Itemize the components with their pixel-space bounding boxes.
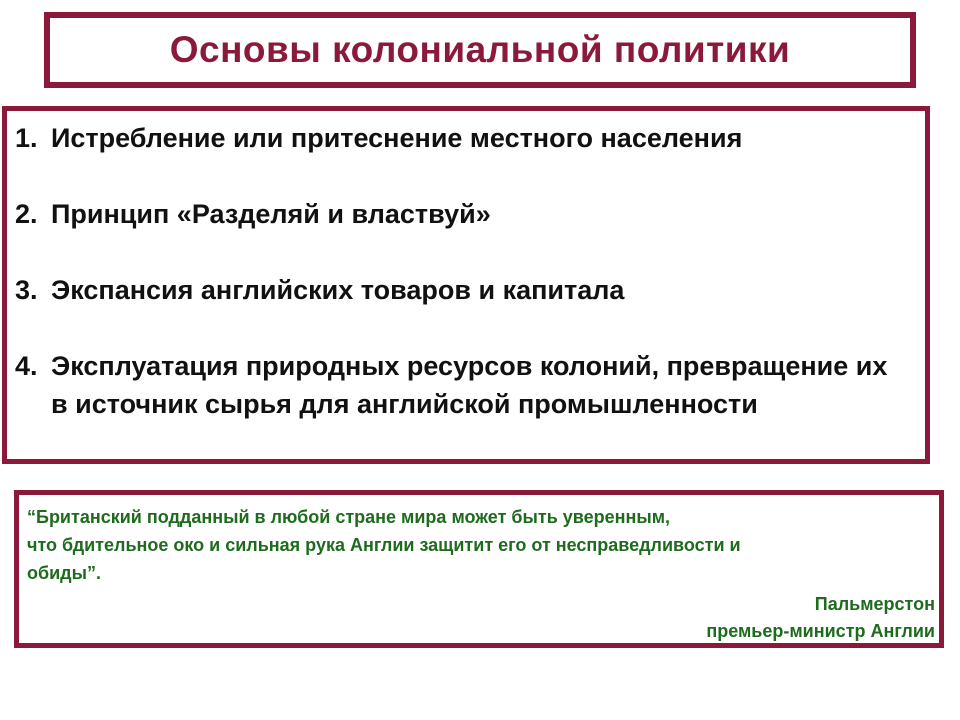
- list-item-text: Эксплуатация природных ресурсов колоний, превращение их в источник сырья для английской промышленности: [51, 351, 888, 419]
- list-item-text: Экспансия английских товаров и капитала: [51, 275, 625, 305]
- list-item-number: 4.: [15, 351, 38, 381]
- list-item-text: Истребление или притеснение местного населения: [51, 123, 743, 153]
- quote-text: [27, 503, 907, 587]
- list-item-number: 3.: [15, 275, 38, 305]
- quote-line: обиды”.: [27, 563, 101, 583]
- principles-box: [2, 106, 930, 464]
- quote-box: [14, 490, 944, 648]
- list-item: [15, 271, 895, 309]
- list-item: [15, 195, 895, 233]
- list-item-number: 1.: [15, 123, 38, 153]
- quote-line: что бдительное око и сильная рука Англии защитит его от несправедливости и: [27, 535, 741, 555]
- list-item: [15, 347, 895, 423]
- list-item-number: 2.: [15, 199, 38, 229]
- title-box: [44, 12, 916, 88]
- slide-title: Основы колониальной политики: [169, 29, 791, 70]
- quote-author: Пальмерстон: [814, 594, 935, 614]
- list-item-text: Принцип «Разделяй и властвуй»: [51, 199, 491, 229]
- quote-line: “Британский подданный в любой стране мира может быть уверенным,: [27, 507, 671, 527]
- list-item: [15, 119, 895, 157]
- quote-author-role: премьер-министр Англии: [706, 621, 935, 641]
- quote-attribution: [706, 591, 935, 645]
